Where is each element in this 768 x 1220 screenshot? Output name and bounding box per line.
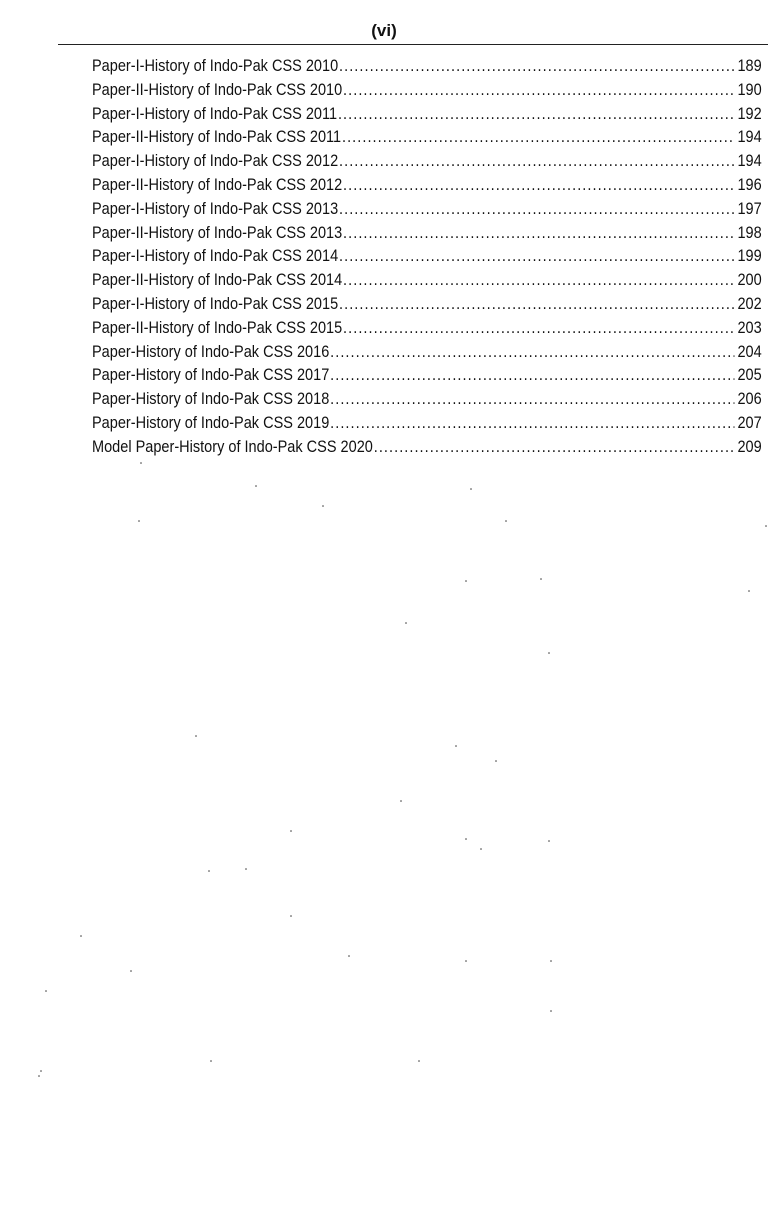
scan-speck <box>418 1060 420 1062</box>
toc-entry-title: Paper-II-History of Indo-Pak CSS 2011 <box>92 128 342 147</box>
toc-entry-title: Paper-I-History of Indo-Pak CSS 2011 <box>92 104 338 123</box>
toc-entry-title: Paper-History of Indo-Pak CSS 2017 <box>92 366 330 385</box>
scan-speck <box>405 622 407 624</box>
toc-entry-page: 194 <box>737 128 762 147</box>
toc-entry-page: 190 <box>737 80 762 99</box>
dot-leader <box>374 436 735 460</box>
dot-leader <box>342 126 735 150</box>
dot-leader <box>343 79 735 103</box>
dot-leader <box>339 150 735 174</box>
toc-entry-title: Paper-I-History of Indo-Pak CSS 2013 <box>92 199 339 218</box>
toc-entry-page: 198 <box>737 223 762 242</box>
toc-entry-page: 203 <box>737 318 762 337</box>
dot-leader <box>343 269 735 293</box>
toc-entry <box>92 293 762 317</box>
toc-entry <box>92 174 762 198</box>
scan-speck <box>465 838 467 840</box>
toc-entry-title: Model Paper-History of Indo-Pak CSS 2020 <box>92 437 373 456</box>
toc-entry-page: 196 <box>737 175 762 194</box>
dot-leader <box>338 103 735 127</box>
scan-speck <box>255 485 257 487</box>
scan-speck <box>140 462 142 464</box>
scan-speck <box>505 520 507 522</box>
toc-entry-page: 194 <box>737 152 762 171</box>
toc-entry-page: 209 <box>737 437 762 456</box>
toc-entry <box>92 79 762 103</box>
dot-leader <box>339 198 735 222</box>
toc-entry <box>92 245 762 269</box>
toc-entry <box>92 436 762 460</box>
page-number: (vi) <box>371 21 397 40</box>
toc-entry-page: 192 <box>737 104 762 123</box>
toc-entry <box>92 412 762 436</box>
dot-leader <box>330 341 735 365</box>
scan-speck <box>765 525 767 527</box>
toc-entry-title: Paper-I-History of Indo-Pak CSS 2015 <box>92 294 339 313</box>
dot-leader <box>339 55 735 79</box>
dot-leader <box>330 412 735 436</box>
scan-speck <box>290 830 292 832</box>
scan-speck <box>38 1075 40 1077</box>
scan-speck <box>548 652 550 654</box>
scan-speck <box>550 1010 552 1012</box>
scan-speck <box>210 1060 212 1062</box>
scan-speck <box>400 800 402 802</box>
scan-speck <box>548 840 550 842</box>
scan-speck <box>195 735 197 737</box>
scan-speck <box>80 935 82 937</box>
dot-leader <box>339 293 735 317</box>
toc-entry-title: Paper-II-History of Indo-Pak CSS 2010 <box>92 80 343 99</box>
table-of-contents <box>92 55 762 460</box>
dot-leader <box>343 317 735 341</box>
dot-leader <box>339 245 735 269</box>
toc-entry-page: 189 <box>737 57 762 75</box>
scan-speck <box>470 488 472 490</box>
scan-speck <box>40 1070 42 1072</box>
scan-speck <box>550 960 552 962</box>
toc-entry-page: 206 <box>737 390 762 409</box>
toc-entry <box>92 341 762 365</box>
toc-entry-page: 205 <box>737 366 762 385</box>
header-rule <box>58 44 768 45</box>
dot-leader <box>330 364 735 388</box>
toc-entry <box>92 55 762 79</box>
scan-speck <box>540 578 542 580</box>
scan-speck <box>130 970 132 972</box>
toc-entry-title: Paper-History of Indo-Pak CSS 2019 <box>92 413 330 432</box>
scan-speck <box>480 848 482 850</box>
dot-leader <box>343 174 735 198</box>
toc-entry-title: Paper-II-History of Indo-Pak CSS 2013 <box>92 223 343 242</box>
scan-speck <box>45 990 47 992</box>
toc-entry-page: 197 <box>737 199 762 218</box>
toc-entry-title: Paper-History of Indo-Pak CSS 2018 <box>92 390 330 409</box>
toc-entry-title: Paper-I-History of Indo-Pak CSS 2014 <box>92 247 339 266</box>
scan-speck <box>748 590 750 592</box>
toc-entry <box>92 222 762 246</box>
toc-entry <box>92 364 762 388</box>
toc-entry-page: 199 <box>737 247 762 266</box>
toc-entry-page: 204 <box>737 342 762 361</box>
scan-speck <box>208 870 210 872</box>
scan-speck <box>495 760 497 762</box>
scan-speck <box>290 915 292 917</box>
toc-entry-page: 207 <box>737 413 762 432</box>
scan-speck <box>465 960 467 962</box>
toc-entry <box>92 388 762 412</box>
toc-entry-title: Paper-I-History of Indo-Pak CSS 2012 <box>92 152 339 171</box>
dot-leader <box>343 222 735 246</box>
scan-speck <box>322 505 324 507</box>
toc-entry <box>92 150 762 174</box>
toc-entry-title: Paper-II-History of Indo-Pak CSS 2012 <box>92 175 343 194</box>
toc-entry <box>92 198 762 222</box>
toc-entry-title: Paper-History of Indo-Pak CSS 2016 <box>92 342 330 361</box>
toc-entry-page: 200 <box>737 271 762 290</box>
toc-entry-page: 202 <box>737 294 762 313</box>
toc-entry <box>92 317 762 341</box>
toc-entry-title: Paper-II-History of Indo-Pak CSS 2015 <box>92 318 343 337</box>
scan-speck <box>138 520 140 522</box>
toc-entry <box>92 126 762 150</box>
toc-entry-title: Paper-I-History of Indo-Pak CSS 2010 <box>92 57 339 75</box>
scan-speck <box>245 868 247 870</box>
scan-speck <box>348 955 350 957</box>
toc-entry <box>92 269 762 293</box>
toc-entry <box>92 103 762 127</box>
dot-leader <box>330 388 735 412</box>
toc-entry-title: Paper-II-History of Indo-Pak CSS 2014 <box>92 271 343 290</box>
scan-speck <box>455 745 457 747</box>
scan-speck <box>465 580 467 582</box>
